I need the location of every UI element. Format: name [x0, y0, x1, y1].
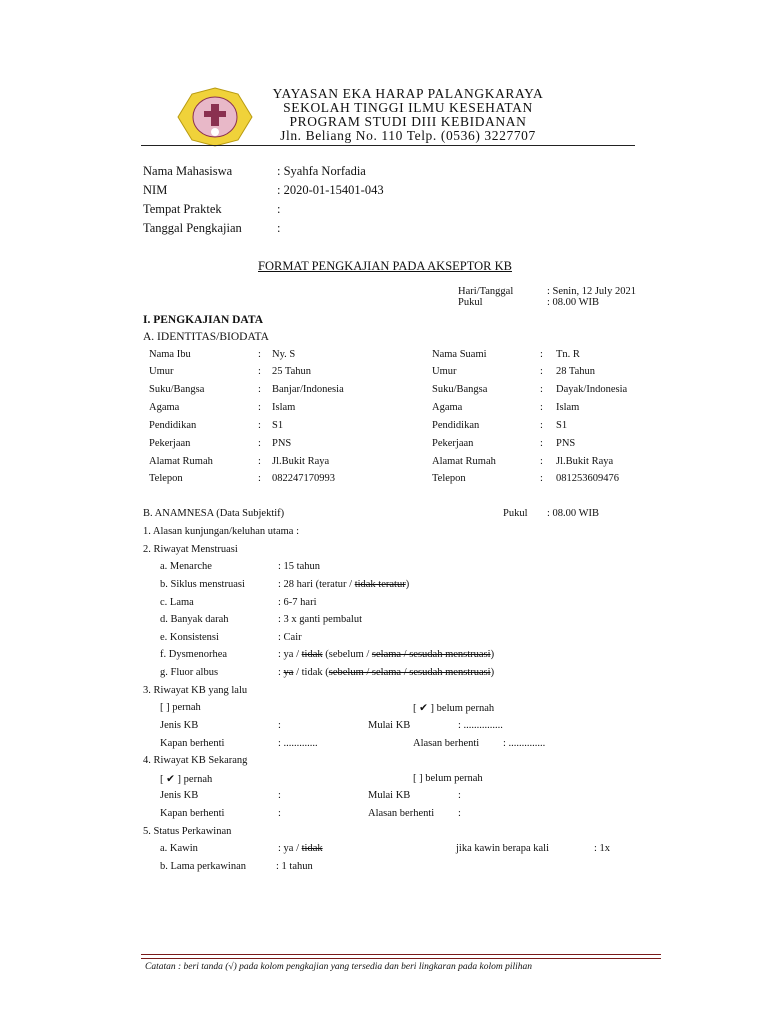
- identity-value: S1: [272, 420, 284, 431]
- kb-value: :: [278, 720, 281, 731]
- identity-label: Agama: [149, 402, 180, 413]
- school-logo: [176, 86, 254, 148]
- kb-value: :: [458, 808, 461, 819]
- identity-value: Ny. S: [272, 349, 296, 360]
- info-label: Tempat Praktek: [143, 202, 222, 216]
- identity-label: Umur: [149, 366, 174, 377]
- info-value: : 2020-01-15401-043: [277, 183, 384, 197]
- mens-value: [278, 667, 494, 678]
- mens-text: : ya /: [278, 649, 299, 660]
- question-item: 5. Status Perkawinan: [143, 826, 232, 837]
- kb-label: Kapan berhenti: [160, 808, 225, 819]
- identity-value: Islam: [556, 402, 580, 413]
- identity-label: Nama Suami: [432, 349, 487, 360]
- identity-colon: :: [258, 438, 261, 449]
- info-value: :: [277, 221, 281, 235]
- identity-colon: :: [258, 349, 261, 360]
- struck-option: sebelum / selama / sesudah menstruasi: [328, 667, 491, 678]
- identity-value: Tn. R: [556, 349, 580, 360]
- checkbox-belum-pernah[interactable]: [ ] belum pernah: [413, 773, 483, 784]
- marriage-count-value: : 1x: [594, 843, 611, 854]
- mens-label: a. Menarche: [160, 561, 212, 572]
- identity-value: Jl.Bukit Raya: [556, 456, 614, 467]
- kb-value: : ...............: [458, 720, 503, 731]
- kb-value: :: [278, 808, 281, 819]
- question-item: 4. Riwayat KB Sekarang: [143, 755, 248, 766]
- identity-value: 081253609476: [556, 473, 619, 484]
- struck-option: tidak: [301, 843, 323, 854]
- identity-label: Alamat Rumah: [149, 456, 213, 467]
- mens-value: : 3 x ganti pembalut: [278, 614, 362, 625]
- identity-colon: :: [540, 366, 543, 377]
- question-item: 2. Riwayat Menstruasi: [143, 544, 238, 555]
- mens-label: f. Dysmenorhea: [160, 649, 228, 660]
- kb-label: Jenis KB: [160, 720, 199, 731]
- info-label: Tanggal Pengkajian: [143, 221, 242, 235]
- identity-colon: :: [258, 456, 261, 467]
- identity-colon: :: [540, 402, 543, 413]
- identity-value: 25 Tahun: [272, 366, 312, 377]
- identity-label: Pekerjaan: [149, 438, 191, 449]
- subsection-heading: B. ANAMNESA (Data Subjektif): [143, 508, 285, 519]
- kb-label: Alasan berhenti: [413, 738, 480, 749]
- mens-value: : Cair: [278, 632, 302, 643]
- identity-colon: :: [258, 420, 261, 431]
- mens-text: :: [278, 667, 281, 678]
- identity-colon: :: [258, 366, 261, 377]
- struck-option: tidak teratur: [354, 579, 406, 590]
- marriage-label: a. Kawin: [160, 843, 198, 854]
- mens-label: g. Fluor albus: [160, 667, 219, 678]
- identity-colon: :: [258, 402, 261, 413]
- info-value: : Syahfa Norfadia: [277, 164, 366, 178]
- identity-value: 28 Tahun: [556, 366, 596, 377]
- identity-colon: :: [540, 420, 543, 431]
- kb-value: :: [278, 790, 281, 801]
- info-label: Nama Mahasiswa: [143, 164, 233, 178]
- identity-label: Pendidikan: [432, 420, 480, 431]
- identity-label: Suku/Bangsa: [432, 384, 488, 395]
- question-item: 1. Alasan kunjungan/keluhan utama :: [143, 526, 300, 537]
- struck-option: ya: [283, 667, 294, 678]
- mens-label: d. Banyak darah: [160, 614, 229, 625]
- identity-value: Jl.Bukit Raya: [272, 456, 330, 467]
- question-item: 3. Riwayat KB yang lalu: [143, 685, 248, 696]
- kb-label: Alasan berhenti: [368, 808, 435, 819]
- identity-label: Telepon: [432, 473, 466, 484]
- info-value: :: [277, 202, 281, 216]
- identity-value: Dayak/Indonesia: [556, 384, 628, 395]
- anamnesa-time-value: : 08.00 WIB: [547, 508, 600, 519]
- identity-colon: :: [540, 384, 543, 395]
- identity-label: Suku/Bangsa: [149, 384, 205, 395]
- identity-colon: :: [258, 473, 261, 484]
- footer-rule: [141, 954, 661, 955]
- identity-value: S1: [556, 420, 568, 431]
- identity-label: Telepon: [149, 473, 183, 484]
- time-value: : 08.00 WIB: [547, 297, 600, 308]
- identity-value: 082247170993: [272, 473, 335, 484]
- form-title: FORMAT PENGKAJIAN PADA AKSEPTOR KB: [258, 259, 512, 273]
- marriage-value: [278, 843, 323, 854]
- identity-colon: :: [540, 473, 543, 484]
- day-label: Hari/Tanggal: [458, 286, 514, 297]
- identity-colon: :: [540, 456, 543, 467]
- footer-rule: [141, 958, 661, 959]
- mens-value: [278, 579, 409, 590]
- college-name: SEKOLAH TINGGI ILMU KESEHATAN: [283, 100, 533, 115]
- subsection-heading: A. IDENTITAS/BIODATA: [143, 331, 269, 343]
- checkbox-belum-pernah[interactable]: [ ✔ ] belum pernah: [413, 703, 495, 714]
- info-label: NIM: [143, 183, 168, 197]
- address-line: Jln. Beliang No. 110 Telp. (0536) 3227707: [280, 128, 536, 143]
- footnote: Catatan : beri tanda (√) pada kolom pengkajian yang tersedia dan beri lingkaran pada kolom pilihan: [145, 962, 533, 972]
- mens-value: : 15 tahun: [278, 561, 320, 572]
- kb-label: Mulai KB: [368, 790, 411, 801]
- mens-text: ): [490, 649, 495, 660]
- mens-label: c. Lama: [160, 597, 194, 608]
- kb-label: Kapan berhenti: [160, 738, 225, 749]
- checkbox-pernah[interactable]: [ ] pernah: [160, 702, 201, 713]
- struck-option: selama / sesudah menstruasi: [371, 649, 491, 660]
- mens-text: / tidak (: [296, 667, 329, 678]
- kb-value: : ..............: [503, 738, 546, 749]
- identity-value: Islam: [272, 402, 296, 413]
- identity-label: Pendidikan: [149, 420, 197, 431]
- institution-name: YAYASAN EKA HARAP PALANGKARAYA: [272, 86, 544, 101]
- identity-colon: :: [540, 438, 543, 449]
- mens-label: b. Siklus menstruasi: [160, 579, 245, 590]
- mens-text: (sebelum /: [325, 649, 370, 660]
- identity-label: Pekerjaan: [432, 438, 474, 449]
- identity-label: Alamat Rumah: [432, 456, 496, 467]
- identity-value: Banjar/Indonesia: [272, 384, 344, 395]
- marriage-label: b. Lama perkawinan: [160, 861, 247, 872]
- identity-label: Umur: [432, 366, 457, 377]
- identity-value: PNS: [556, 438, 576, 449]
- time-label: Pukul: [458, 297, 483, 308]
- kb-label: Mulai KB: [368, 720, 411, 731]
- marriage-text: : ya /: [278, 843, 299, 854]
- day-value: : Senin, 12 July 2021: [547, 286, 636, 297]
- mens-value: : 6-7 hari: [278, 597, 317, 608]
- mens-text: : 28 hari (teratur /: [278, 579, 353, 590]
- identity-colon: :: [540, 349, 543, 360]
- kb-label: Jenis KB: [160, 790, 199, 801]
- kb-value: :: [458, 790, 461, 801]
- anamnesa-time-label: Pukul: [503, 508, 528, 519]
- mens-label: e. Konsistensi: [160, 632, 219, 643]
- mens-text: ): [405, 579, 410, 590]
- mens-value: [278, 649, 494, 660]
- identity-value: PNS: [272, 438, 292, 449]
- section-heading: I. PENGKAJIAN DATA: [143, 314, 264, 326]
- header-rule: [141, 145, 635, 146]
- checkbox-pernah[interactable]: [ ✔ ] pernah: [160, 774, 213, 785]
- struck-option: tidak: [301, 649, 323, 660]
- kb-value: : .............: [278, 738, 318, 749]
- identity-colon: :: [258, 384, 261, 395]
- mens-text: ): [490, 667, 495, 678]
- identity-label: Nama Ibu: [149, 349, 191, 360]
- marriage-count-label: jika kawin berapa kali: [456, 843, 550, 854]
- marriage-value: : 1 tahun: [276, 861, 313, 872]
- program-name: PROGRAM STUDI DIII KEBIDANAN: [289, 114, 527, 129]
- identity-label: Agama: [432, 402, 463, 413]
